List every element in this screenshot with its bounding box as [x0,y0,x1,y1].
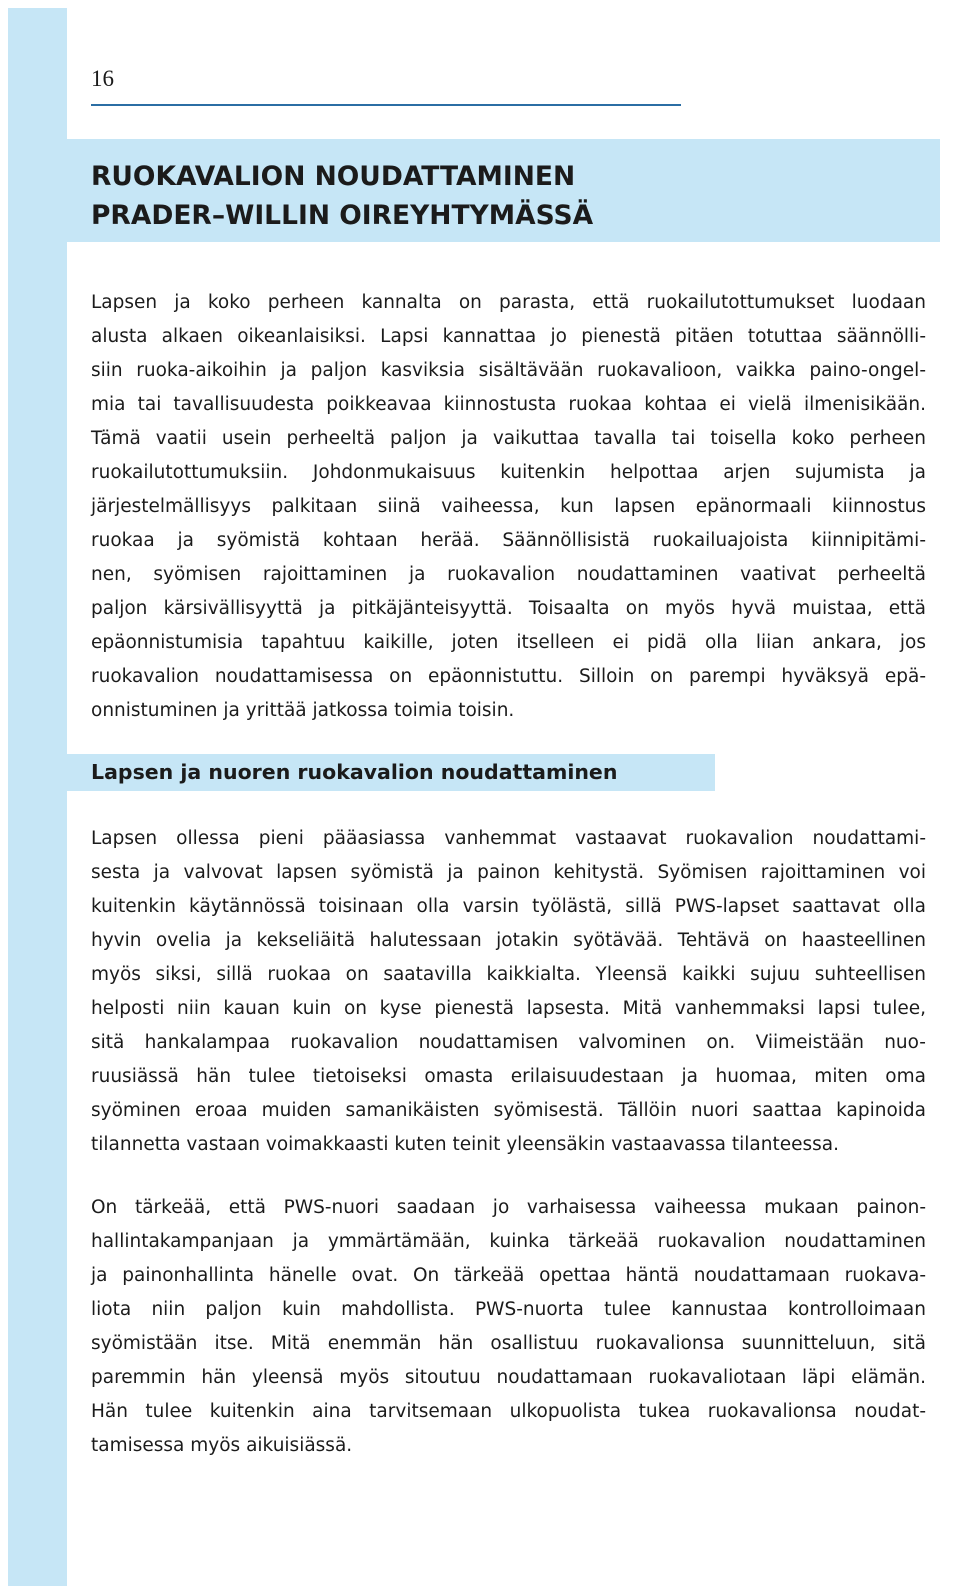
text-line: syömistään itse. Mitä enemmän hän osallistuu ruokavalionsa suunnitteluun, sitä [91,1333,926,1354]
text-line: hyvin ovelia ja kekseliäitä halutessaan jotakin syötävää. Tehtävä on haasteellinen [91,930,926,951]
text-line: Hän tulee kuitenkin aina tarvitsemaan ulkopuolista tukea ruokavalionsa noudat- [91,1401,926,1422]
text-line: nen, syömisen rajoittaminen ja ruokavalion noudattaminen vaativat perheeltä [91,564,926,585]
text-line: ruusiässä hän tulee tietoiseksi omasta erilaisuudestaan ja huomaa, miten oma [91,1066,926,1087]
page-title-line: PRADER–WILLIN OIREYHTYMÄSSÄ [91,200,594,231]
text-line: epäonnistumisia tapahtuu kaikille, joten itselleen ei pidä olla liian ankara, jos [91,632,926,653]
text-line: ja painonhallinta hänelle ovat. On tärkeää opettaa häntä noudattamaan ruokava- [91,1265,926,1286]
page-title-line: RUOKAVALION NOUDATTAMINEN [91,161,576,192]
text-line: Lapsen ja koko perheen kannalta on parasta, että ruokailutottumukset luodaan [91,292,926,313]
text-line: syöminen eroaa muiden samanikäisten syömisestä. Tällöin nuori saattaa kapinoida [91,1100,926,1121]
text-line: alusta alkaen oikeanlaisiksi. Lapsi kannattaa jo pienestä pitäen totuttaa säännölli- [91,326,926,347]
text-line: onnistuminen ja yrittää jatkossa toimia toisin. [91,700,515,721]
text-line: tilannetta vastaan voimakkaasti kuten teinit yleensäkin vastaavassa tilanteessa. [91,1134,839,1155]
left-margin-stripe [8,8,67,1586]
text-line: kuitenkin käytännössä toisinaan olla varsin työlästä, sillä PWS-lapset saattavat olla [91,896,926,917]
text-line: ruokailutottumuksiin. Johdonmukaisuus kuitenkin helpottaa arjen sujumista ja [91,462,926,483]
page-number: 16 [91,66,114,91]
text-line: mia tai tavallisuudesta poikkeavaa kiinnostusta ruokaa kohtaa ei vielä ilmenisikään. [91,394,926,415]
text-line: myös siksi, sillä ruokaa on saatavilla kaikkialta. Yleensä kaikki sujuu suhteellisen [91,964,926,985]
section-heading: Lapsen ja nuoren ruokavalion noudattaminen [91,760,618,784]
body-paragraph [91,822,926,1162]
text-line: ruokaa ja syömistä kohtaan herää. Säännöllisistä ruokailuajoista kiinnipitämi- [91,530,926,551]
text-line: On tärkeää, että PWS-nuori saadaan jo varhaisessa vaiheessa mukaan painon- [91,1197,926,1218]
text-line: järjestelmällisyys palkitaan siinä vaiheessa, kun lapsen epänormaali kiinnostus [91,496,926,517]
text-line: paremmin hän yleensä myös sitoutuu noudattamaan ruokavaliotaan läpi elämän. [91,1367,926,1388]
text-line: Tämä vaatii usein perheeltä paljon ja vaikuttaa tavalla tai toisella koko perheen [91,428,926,449]
header-rule [91,104,681,106]
text-line: hallintakampanjaan ja ymmärtämään, kuinka tärkeää ruokavalion noudattaminen [91,1231,926,1252]
text-line: sesta ja valvovat lapsen syömistä ja painon kehitystä. Syömisen rajoittaminen voi [91,862,926,883]
text-line: siin ruoka-aikoihin ja paljon kasviksia sisältävään ruokavalioon, vaikka paino-ongel- [91,360,926,381]
text-line: sitä hankalampaa ruokavalion noudattamisen valvominen on. Viimeistään nuo- [91,1032,926,1053]
text-line: Lapsen ollessa pieni pääasiassa vanhemmat vastaavat ruokavalion noudattami- [91,828,926,849]
text-line: ruokavalion noudattamisessa on epäonnistuttu. Silloin on parempi hyväksyä epä- [91,666,926,687]
text-line: liota niin paljon kuin mahdollista. PWS-nuorta tulee kannustaa kontrolloimaan [91,1299,926,1320]
body-paragraph [91,1191,926,1463]
intro-paragraph [91,286,926,728]
text-line: helposti niin kauan kuin on kyse pienestä lapsesta. Mitä vanhemmaksi lapsi tulee, [91,998,926,1019]
text-line: paljon kärsivällisyyttä ja pitkäjänteisyyttä. Toisaalta on myös hyvä muistaa, että [91,598,926,619]
text-line: tamisessa myös aikuisiässä. [91,1435,353,1456]
page-title [91,157,593,235]
